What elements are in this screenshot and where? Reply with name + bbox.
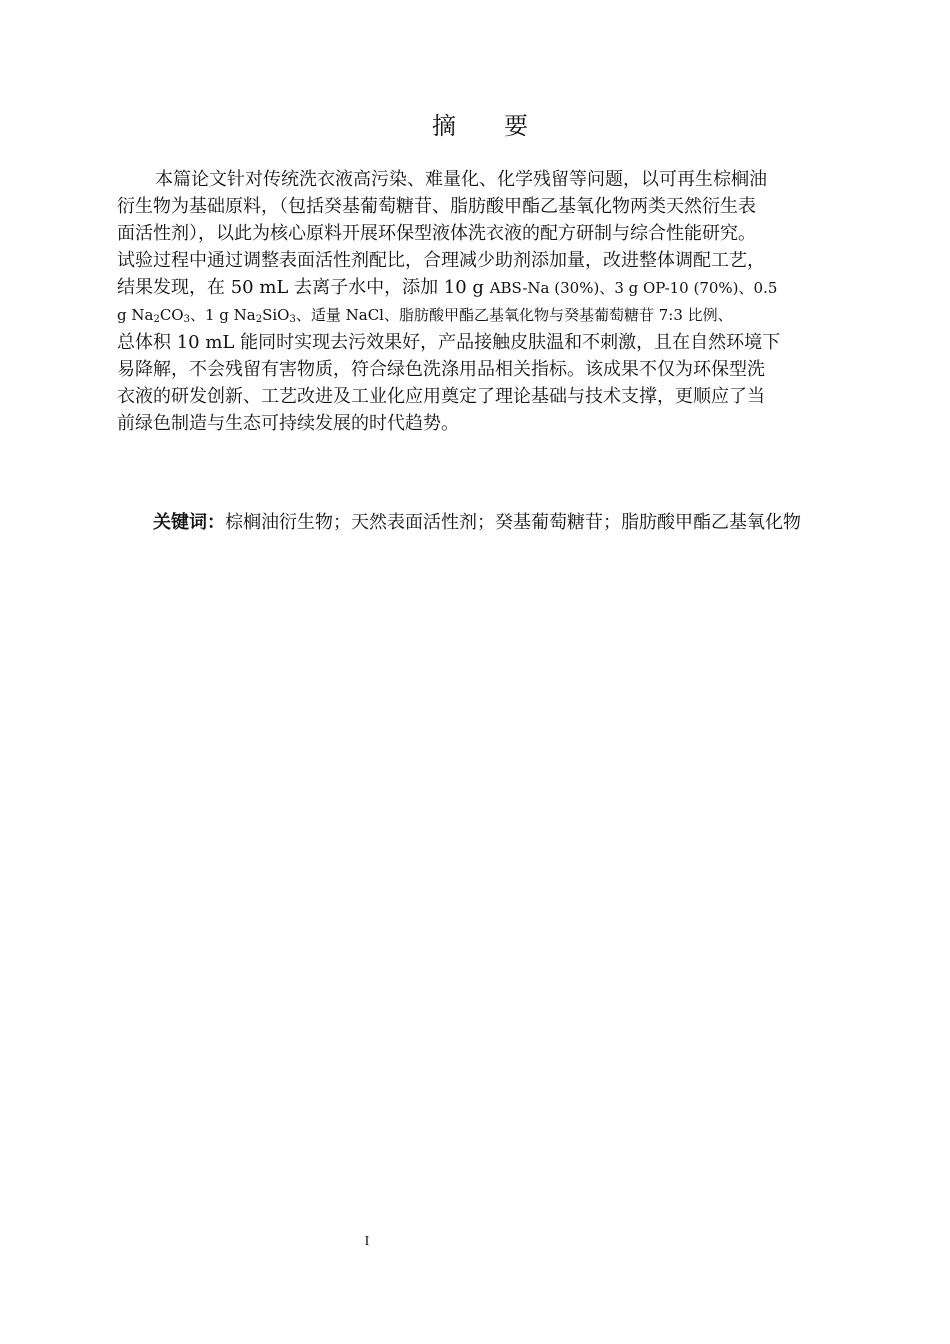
- subscript-2: 2: [153, 314, 160, 326]
- abstract-line-10: 前绿色制造与生态可持续发展的时代趋势。: [117, 412, 459, 434]
- abstract-line-6-i: 、适量 NaCl、脂肪酸甲酯乙基氧化物与癸基葡萄糖苷 7:3 比例、: [295, 306, 733, 325]
- abstract-line-9: 衣液的研发创新、工艺改进及工业化应用奠定了理论基础与技术支撑，更顺应了当: [117, 385, 765, 407]
- abstract-line-5: [117, 274, 847, 301]
- abstract-line-8: 易降解，不会残留有害物质，符合绿色洗涤用品相关指标。该成果不仅为环保型洗: [117, 358, 765, 380]
- abstract-line-2: 衍生物为基础原料，（包括癸基葡萄糖苷、脂肪酸甲酯乙基氧化物两类天然衍生表: [117, 196, 756, 218]
- abstract-line-6-e: 、1 g Na: [189, 306, 256, 325]
- abstract-line-7: 总体积 10 mL 能同时实现去污效果好，产品接触皮肤温和不刺激，且在自然环境下: [117, 331, 781, 353]
- keywords-text: 棕榈油衍生物；天然表面活性剂；癸基葡萄糖苷；脂肪酸甲酯乙基氧化物: [225, 512, 801, 533]
- page-number: I: [364, 1234, 370, 1249]
- abstract-body: [117, 166, 847, 437]
- abstract-line-3: 面活性剂），以此为核心原料开展环保型液体洗衣液的配方研制与综合性能研究。: [117, 223, 756, 245]
- abstract-line-6-c: CO: [159, 306, 184, 325]
- abstract-line-6: [117, 301, 847, 328]
- abstract-line-4: 试验过程中通过调整表面活性剂配比，合理减少助剂添加量，改进整体调配工艺，: [117, 250, 765, 272]
- abstract-line-5-b: ABS-Na (30%)、3 g OP-10 (70%)、0.5: [489, 279, 778, 298]
- subscript-2b: 2: [255, 314, 263, 326]
- title-char-2: 要: [504, 112, 528, 140]
- title-char-1: 摘: [432, 112, 456, 140]
- subscript-3b: 3: [289, 314, 296, 326]
- keywords-line: [153, 509, 801, 537]
- abstract-line-6-g: SiO: [262, 306, 290, 325]
- abstract-line-5-a: 结果发现，在 50 mL 去离子水中，添加 10 g: [117, 277, 490, 299]
- keywords-label: 关键词：: [153, 512, 225, 533]
- page-title: [0, 108, 950, 144]
- abstract-line-6-a: g Na: [117, 306, 154, 325]
- subscript-3: 3: [183, 314, 190, 326]
- abstract-line-1: 本篇论文针对传统洗衣液高污染、难量化、化学残留等问题，以可再生棕榈油: [155, 169, 767, 190]
